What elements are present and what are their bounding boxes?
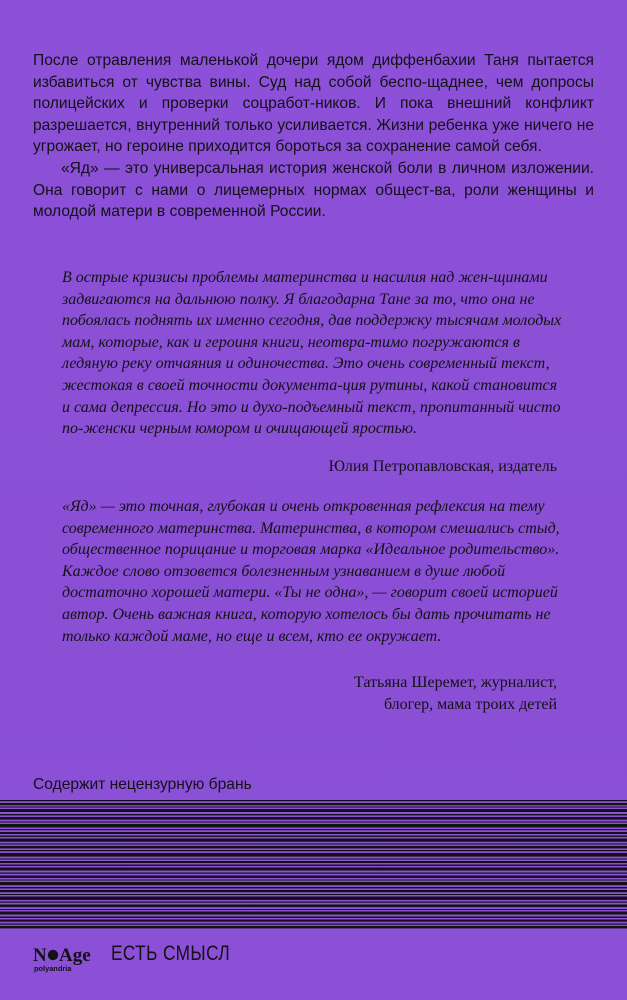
stripe-14 <box>0 850 627 851</box>
stripe-15 <box>0 853 627 857</box>
stripe-21 <box>0 876 627 878</box>
stripe-4 <box>0 814 627 815</box>
series-logo: ЕСТЬ СМЫСЛ <box>111 942 231 965</box>
stripe-20 <box>0 873 627 874</box>
blurb-paragraph-1: После отравления маленькой дочери ядом диффенбахии Таня пытается избавиться от чувства вины. Суд над собой беспо-щаднее, чем допросы полицейских и проверки соцработ-ников. И пока внешний конфликт разрешается, внутренний только усиливается. Жизни ребенка уже ничего не угрожает, но героине приходится бороться за сохранение самой себя. <box>33 52 594 156</box>
stripe-19 <box>0 868 627 871</box>
book-blurb <box>33 50 594 223</box>
review-quote-2-attribution: Татьяна Шеремет, журналист, блогер, мама троих детей <box>353 674 557 713</box>
stripe-8 <box>0 829 627 830</box>
review-quote-2-text: «Яд» — это точная, глубокая и очень откровенная рефлексия на тему современного материнства. Материнства, в котором смешались стыд, общественное порицание и торговая марка «Идеальное родительство». Каждое слово отзовется болезненным узнаванием в душе любой достаточно хорошей матери. «Ты не одна», — говорит своей историей автор. Очень важная книга, которую хотелось бы дать прочитать не только каждой маме, но еще и всем, кто ее окружает. <box>62 498 560 645</box>
stripe-7 <box>0 824 627 827</box>
stripe-11 <box>0 839 627 842</box>
stripe-25 <box>0 890 627 892</box>
stripe-5 <box>0 817 627 820</box>
stripe-27 <box>0 897 627 900</box>
stripe-12 <box>0 844 627 845</box>
stripe-28 <box>0 902 627 903</box>
blurb-paragraph-2: «Яд» — это универсальная история женской боли в личном изложении. Она говорит с нами о лицемерных нормах общест-ва, роли женщины и молодой матери в современной России. <box>33 159 594 221</box>
stripe-10 <box>0 836 627 837</box>
stripe-26 <box>0 894 627 895</box>
stripe-0 <box>0 800 627 801</box>
review-quote-1-attribution: Юлия Петропавловская, издатель <box>328 458 557 475</box>
review-quote-1 <box>62 267 562 440</box>
noage-logo <box>33 941 97 975</box>
publisher-logos <box>33 941 256 981</box>
stripe-2 <box>0 807 627 808</box>
stripe-3 <box>0 809 627 812</box>
stripe-30 <box>0 909 627 910</box>
stripe-22 <box>0 880 627 881</box>
stripe-6 <box>0 822 627 823</box>
stripe-29 <box>0 905 627 908</box>
stripe-32 <box>0 917 627 918</box>
stripe-16 <box>0 859 627 860</box>
stripe-17 <box>0 861 627 863</box>
stripe-34 <box>0 924 627 925</box>
svg-text:polyandria: polyandria <box>34 964 72 973</box>
stripe-35 <box>0 926 627 928</box>
stripe-33 <box>0 920 627 922</box>
stripe-1 <box>0 803 627 805</box>
review-quote-2 <box>62 496 562 647</box>
svg-text:N: N <box>33 945 47 966</box>
svg-text:Age: Age <box>59 945 91 966</box>
barcode-stripes-decoration <box>0 800 627 930</box>
stripe-9 <box>0 832 627 834</box>
content-warning: Содержит нецензурную брань <box>33 776 252 793</box>
stripe-31 <box>0 912 627 915</box>
noage-logo-mark <box>33 941 97 975</box>
stripe-23 <box>0 882 627 885</box>
stripe-13 <box>0 846 627 848</box>
stripe-24 <box>0 887 627 888</box>
stripe-18 <box>0 865 627 866</box>
review-quote-1-text: В острые кризисы проблемы материнства и насилия над жен-щинами задвигаются на дальнюю полку. Я благодарна Тане за то, что она не побоялась поднять их именно сегодня, дав поддержку тысячам молодых мам, которые, как и героиня книги, неотвра-тимо погружаются в ледяную реку отчаяния и одиночества. Это очень современный текст, жестокая в своей точности документа-ция рутины, какой становится и сама депрессия. Но это и духо-подъемный текст, пропитанный чисто по-женски черным юмором и очищающей яростью. <box>62 269 562 438</box>
